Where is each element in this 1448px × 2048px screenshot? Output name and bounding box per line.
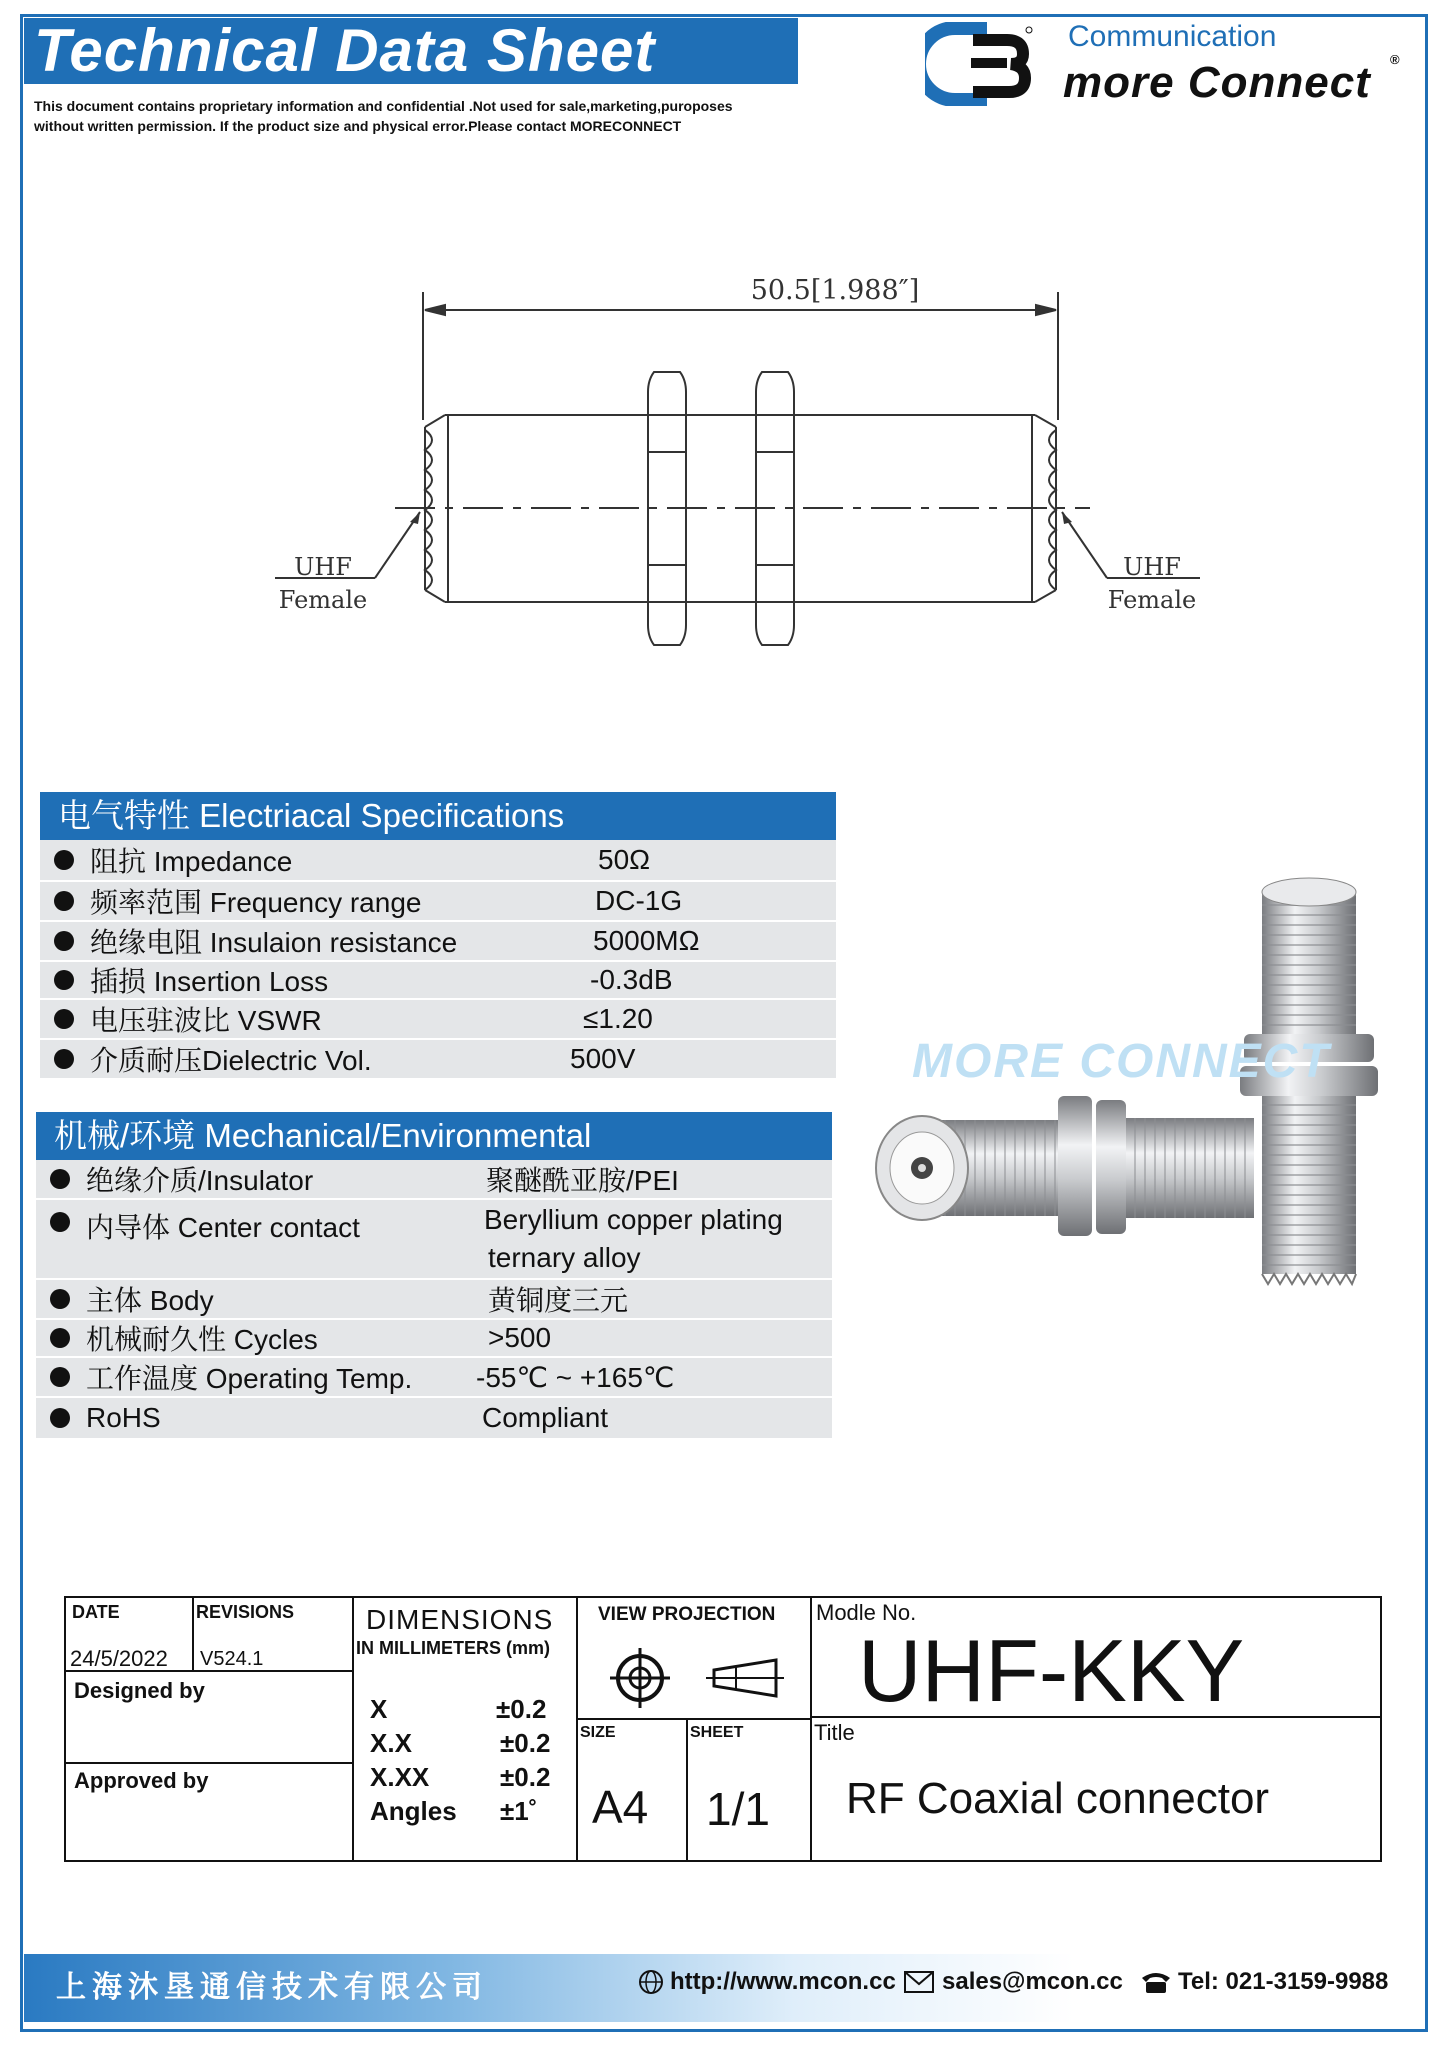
- spec-value: 黄铜度三元: [488, 1285, 629, 1316]
- spec-row-operating-temp: [36, 1358, 832, 1398]
- title-block: [64, 1596, 1382, 1862]
- bullet-icon: [50, 1367, 70, 1387]
- bullet-icon: [50, 1169, 70, 1189]
- tolerance-value: ±0.2: [500, 1762, 551, 1792]
- spec-label: 阻抗 Impedance: [90, 846, 293, 877]
- dimensions-unit: IN MILLIMETERS (mm): [356, 1638, 550, 1658]
- tolerance-value: ±1˚: [500, 1796, 538, 1826]
- spec-label: 主体 Body: [86, 1285, 214, 1316]
- spec-value: -0.3dB: [590, 964, 673, 995]
- spec-row-dielectric: [40, 1040, 836, 1080]
- left-connector-gender: Female: [278, 586, 368, 614]
- brand-tagline: Communication: [1068, 20, 1277, 53]
- revisions-label: REVISIONS: [196, 1602, 295, 1622]
- disclaimer: [34, 96, 814, 136]
- designed-by-label: Designed by: [74, 1678, 205, 1703]
- spec-label: 机械耐久性 Cycles: [86, 1324, 318, 1355]
- spec-row-vswr: [40, 1000, 836, 1040]
- spec-label: 频率范围 Frequency range: [90, 887, 422, 918]
- spec-row-insulation: [40, 922, 836, 962]
- bullet-icon: [50, 1328, 70, 1348]
- spec-value: Compliant: [482, 1402, 609, 1433]
- spec-row-impedance: [40, 840, 836, 882]
- disclaimer-line-2: without written permission. If the product size and physical error.Please contact MORECONNECT: [34, 118, 682, 134]
- spec-value: Beryllium copper plating: [484, 1204, 783, 1235]
- photo-watermark: MORE CONNECT: [912, 1035, 1331, 1088]
- website-link[interactable]: [638, 1968, 896, 1996]
- spec-value: 50Ω: [598, 844, 651, 875]
- size-label: SIZE: [580, 1724, 616, 1741]
- company-logo-icon: [925, 22, 1035, 106]
- spec-label: 内导体 Center contact: [86, 1212, 360, 1243]
- phone-text: Tel: 021-3159-9988: [1178, 1968, 1389, 1995]
- tolerance-name: Angles: [370, 1796, 457, 1826]
- spec-row-insulator: [36, 1160, 832, 1200]
- telephone-icon: [1140, 1970, 1172, 1994]
- overall-length-dimension: 50.5[1.988″]: [750, 275, 920, 306]
- title-value: RF Coaxial connector: [846, 1774, 1270, 1823]
- mechanical-specs-table: [36, 1112, 832, 1440]
- model-number-value: UHF-KKY: [858, 1621, 1245, 1720]
- bullet-icon: [54, 850, 74, 870]
- registered-mark: ®: [1390, 52, 1400, 67]
- bullet-icon: [50, 1408, 70, 1428]
- document-title: Technical Data Sheet: [24, 18, 798, 84]
- revisions-value: V524.1: [200, 1648, 264, 1670]
- website-text: http://www.mcon.cc: [670, 1968, 896, 1995]
- tolerance-name: X: [370, 1694, 388, 1724]
- spec-row-rohs: [36, 1398, 832, 1440]
- bullet-icon: [50, 1212, 70, 1232]
- electrical-specs-table: [40, 792, 836, 1080]
- spec-value: ≤1.20: [583, 1003, 653, 1034]
- bullet-icon: [50, 1289, 70, 1309]
- spec-value: >500: [488, 1322, 552, 1353]
- brand-name: more Connect: [1063, 58, 1371, 107]
- spec-label: 介质耐压Dielectric Vol.: [90, 1045, 372, 1076]
- projection-symbol-icon: [606, 1644, 796, 1712]
- technical-drawing: [240, 260, 1220, 660]
- tolerance-value: ±0.2: [496, 1694, 547, 1724]
- dimensions-label: DIMENSIONS: [366, 1604, 554, 1635]
- tolerance-value: ±0.2: [500, 1728, 551, 1758]
- electrical-specs-heading: 电气特性 Electriacal Specifications: [40, 792, 836, 840]
- sheet-label: SHEET: [690, 1724, 744, 1741]
- spec-value: 5000MΩ: [593, 925, 700, 956]
- phone-number: [1140, 1968, 1388, 1996]
- spec-label: RoHS: [86, 1402, 161, 1433]
- email-link[interactable]: [904, 1968, 1123, 1996]
- spec-row-frequency: [40, 882, 836, 922]
- spec-label: 绝缘介质/Insulator: [86, 1165, 314, 1196]
- sheet-value: 1/1: [706, 1783, 770, 1835]
- spec-row-cycles: [36, 1320, 832, 1358]
- email-text: sales@mcon.cc: [942, 1968, 1123, 1995]
- spec-label: 绝缘电阻 Insulaion resistance: [90, 927, 458, 958]
- right-connector-gender: Female: [1107, 586, 1197, 614]
- approved-by-label: Approved by: [74, 1768, 209, 1793]
- spec-label: 工作温度 Operating Temp.: [86, 1363, 413, 1394]
- spec-label: 插损 Insertion Loss: [90, 966, 329, 997]
- bullet-icon: [54, 970, 74, 990]
- date-value: 24/5/2022: [70, 1646, 168, 1671]
- date-label: DATE: [72, 1602, 120, 1622]
- tolerance-name: X.X: [370, 1728, 412, 1758]
- spec-row-insertion-loss: [40, 962, 836, 1000]
- spec-row-center-contact: [36, 1200, 832, 1280]
- mechanical-specs-heading: 机械/环境 Mechanical/Environmental: [36, 1112, 832, 1160]
- spec-value: -55℃ ~ +165℃: [476, 1361, 675, 1393]
- title-label: Title: [814, 1720, 855, 1745]
- model-number-label: Modle No.: [816, 1600, 917, 1625]
- spec-row-body: [36, 1280, 832, 1320]
- bullet-icon: [54, 931, 74, 951]
- right-connector-label: UHF: [1123, 553, 1181, 581]
- spec-value: DC-1G: [595, 885, 683, 916]
- left-connector-label: UHF: [294, 553, 352, 581]
- spec-value-line-2: ternary alloy: [488, 1242, 641, 1273]
- spec-value: 500V: [570, 1043, 636, 1074]
- company-chinese-name: 上海沐垦通信技术有限公司: [56, 1970, 488, 2005]
- disclaimer-line-1: This document contains proprietary information and confidential .Not used for sale,marketing,puroposes: [34, 98, 733, 114]
- spec-label: 电压驻波比 VSWR: [90, 1005, 322, 1036]
- bullet-icon: [54, 1049, 74, 1069]
- envelope-icon: [904, 1971, 934, 1993]
- size-value: A4: [592, 1781, 649, 1833]
- bullet-icon: [54, 891, 74, 911]
- view-projection-label: VIEW PROJECTION: [598, 1604, 776, 1625]
- tolerance-name: X.XX: [370, 1762, 430, 1792]
- bullet-icon: [54, 1009, 74, 1029]
- spec-value: 聚醚酰亚胺/PEI: [486, 1165, 679, 1196]
- globe-icon: [638, 1969, 664, 1995]
